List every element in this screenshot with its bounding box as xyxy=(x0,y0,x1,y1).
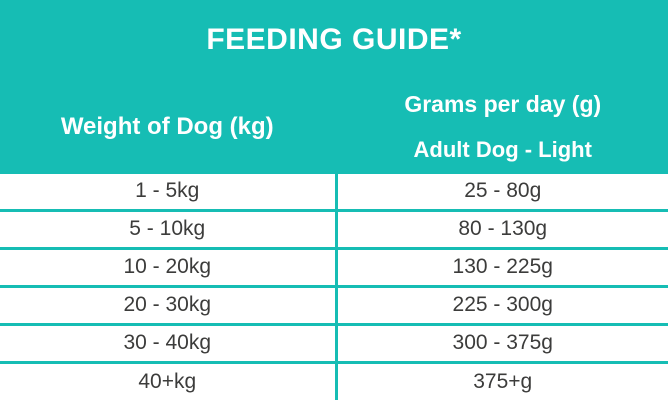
cell-weight: 20 - 30kg xyxy=(0,286,336,324)
cell-grams: 25 - 80g xyxy=(336,172,668,210)
cell-weight: 5 - 10kg xyxy=(0,210,336,248)
table-row xyxy=(0,362,668,400)
column-header-grams: Grams per day (g) xyxy=(336,82,668,128)
cell-grams: 225 - 300g xyxy=(336,286,668,324)
cell-weight: 1 - 5kg xyxy=(0,172,336,210)
cell-weight: 40+kg xyxy=(0,362,336,400)
table-row xyxy=(0,172,668,210)
cell-weight: 30 - 40kg xyxy=(0,324,336,362)
page-title: FEEDING GUIDE* xyxy=(0,0,668,80)
cell-grams: 375+g xyxy=(336,362,668,400)
cell-grams: 300 - 375g xyxy=(336,324,668,362)
cell-grams: 130 - 225g xyxy=(336,248,668,286)
column-subheader-adult-dog-light: Adult Dog - Light xyxy=(336,127,668,172)
table-row xyxy=(0,324,668,362)
column-header-weight: Weight of Dog (kg) xyxy=(0,82,336,173)
table-row xyxy=(0,286,668,324)
cell-weight: 10 - 20kg xyxy=(0,248,336,286)
table-row xyxy=(0,248,668,286)
feeding-guide-table xyxy=(0,80,668,400)
table-row xyxy=(0,210,668,248)
table-header-row-primary xyxy=(0,82,668,128)
cell-grams: 80 - 130g xyxy=(336,210,668,248)
